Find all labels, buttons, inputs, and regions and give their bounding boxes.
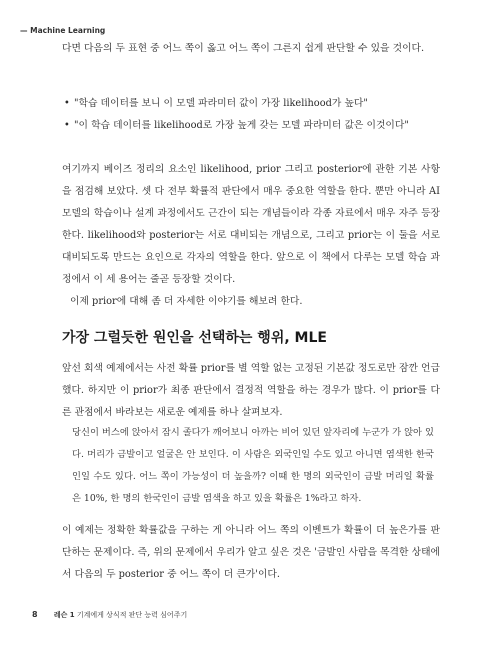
body-block-2	[62, 358, 440, 424]
page-number: 8	[32, 610, 38, 619]
intro-block	[62, 38, 440, 60]
section-heading: 가장 그럴듯한 원인을 선택하는 행위, MLE	[62, 330, 327, 346]
body-paragraph: 이 예제는 정확한 확률값을 구하는 게 아니라 어느 쪽의 이벤트가 확률이 더 높은가를 판단하는 문제이다. 즉, 위의 문제에서 우리가 알고 싶은 것은 '금발인 사람을 목격한 상태에서 다음의 두 posterior 중 어느 쪽이 더 큰가'이다.	[62, 525, 440, 580]
bullet-item: • "학습 데이터를 보니 이 모델 파라미터 값이 가장 likelihood가 높다"	[62, 93, 440, 115]
chapter-label: 레슨 1	[53, 611, 75, 619]
intro-paragraph: 다면 다음의 두 표현 중 어느 쪽이 옳고 어느 쪽이 그른지 쉽게 판단할 수 있을 것이다.	[62, 43, 425, 54]
section-heading-block	[62, 327, 440, 347]
running-head: — Machine Learning	[20, 26, 106, 35]
body-paragraph: 이제 prior에 대해 좀 더 자세한 이야기를 해보려 한다.	[70, 296, 303, 307]
body-paragraph: 앞선 회색 예제에서는 사전 확률 prior를 별 역할 없는 고정된 기본값 정도로만 잠깐 언급했다. 하지만 이 prior가 최종 판단에서 결정적 역할을 하는 경우가 많다. 이 prior를 다른 관점에서 바라보는 새로운 예제를 하나 살펴보자.	[62, 363, 440, 418]
example-paragraph: 당신이 버스에 앉아서 잠시 졸다가 깨어보니 아까는 비어 있던 앞자리에 누군가 가 앉아 있다. 머리가 금발이고 얼굴은 안 보인다. 이 사람은 외국인일 수도 있고 아니면 염색한 한국인일 수도 있다. 어느 쪽이 가능성이 더 높을까? 이때 한 명의 외국인이 금발 머리일 확률은 10%, 한 명의 한국인이 금발 염색을 하고 있을 확률은 1%라고 하자.	[72, 427, 434, 504]
bullet-list	[62, 93, 440, 137]
example-box	[72, 422, 434, 510]
bullet-item: • "이 학습 데이터를 likelihood로 가장 높게 갖는 모델 파라미터 값은 이것이다"	[62, 115, 440, 137]
body-block-3	[62, 520, 440, 586]
bullet-list-block	[62, 93, 440, 137]
body-block-1	[62, 159, 440, 313]
page-footer	[32, 610, 187, 620]
body-paragraph: 여기까지 베이즈 정리의 요소인 likelihood, prior 그리고 posterior에 관한 기본 사항을 점검해 보았다. 셋 다 전부 확률적 판단에서 매우 중요한 역할을 한다. 뿐만 아니라 AI 모델의 학습이나 설계 과정에서도 근간이 되는 개념들이라 각종 자료에서 매우 자주 등장한다. likelihood와 posterior는 서로 대비되는 개념으로, 그리고 prior는 이 둘을 서로 대비되도록 만드는 요인으로 각자의 역할을 한다. 앞으로 이 책에서 다루는 모델 학습 과정에서 이 세 용어는 줄곧 등장할 것이다.	[62, 164, 440, 285]
chapter-title: 기계에게 상식적 판단 능력 심어주기	[76, 611, 188, 619]
